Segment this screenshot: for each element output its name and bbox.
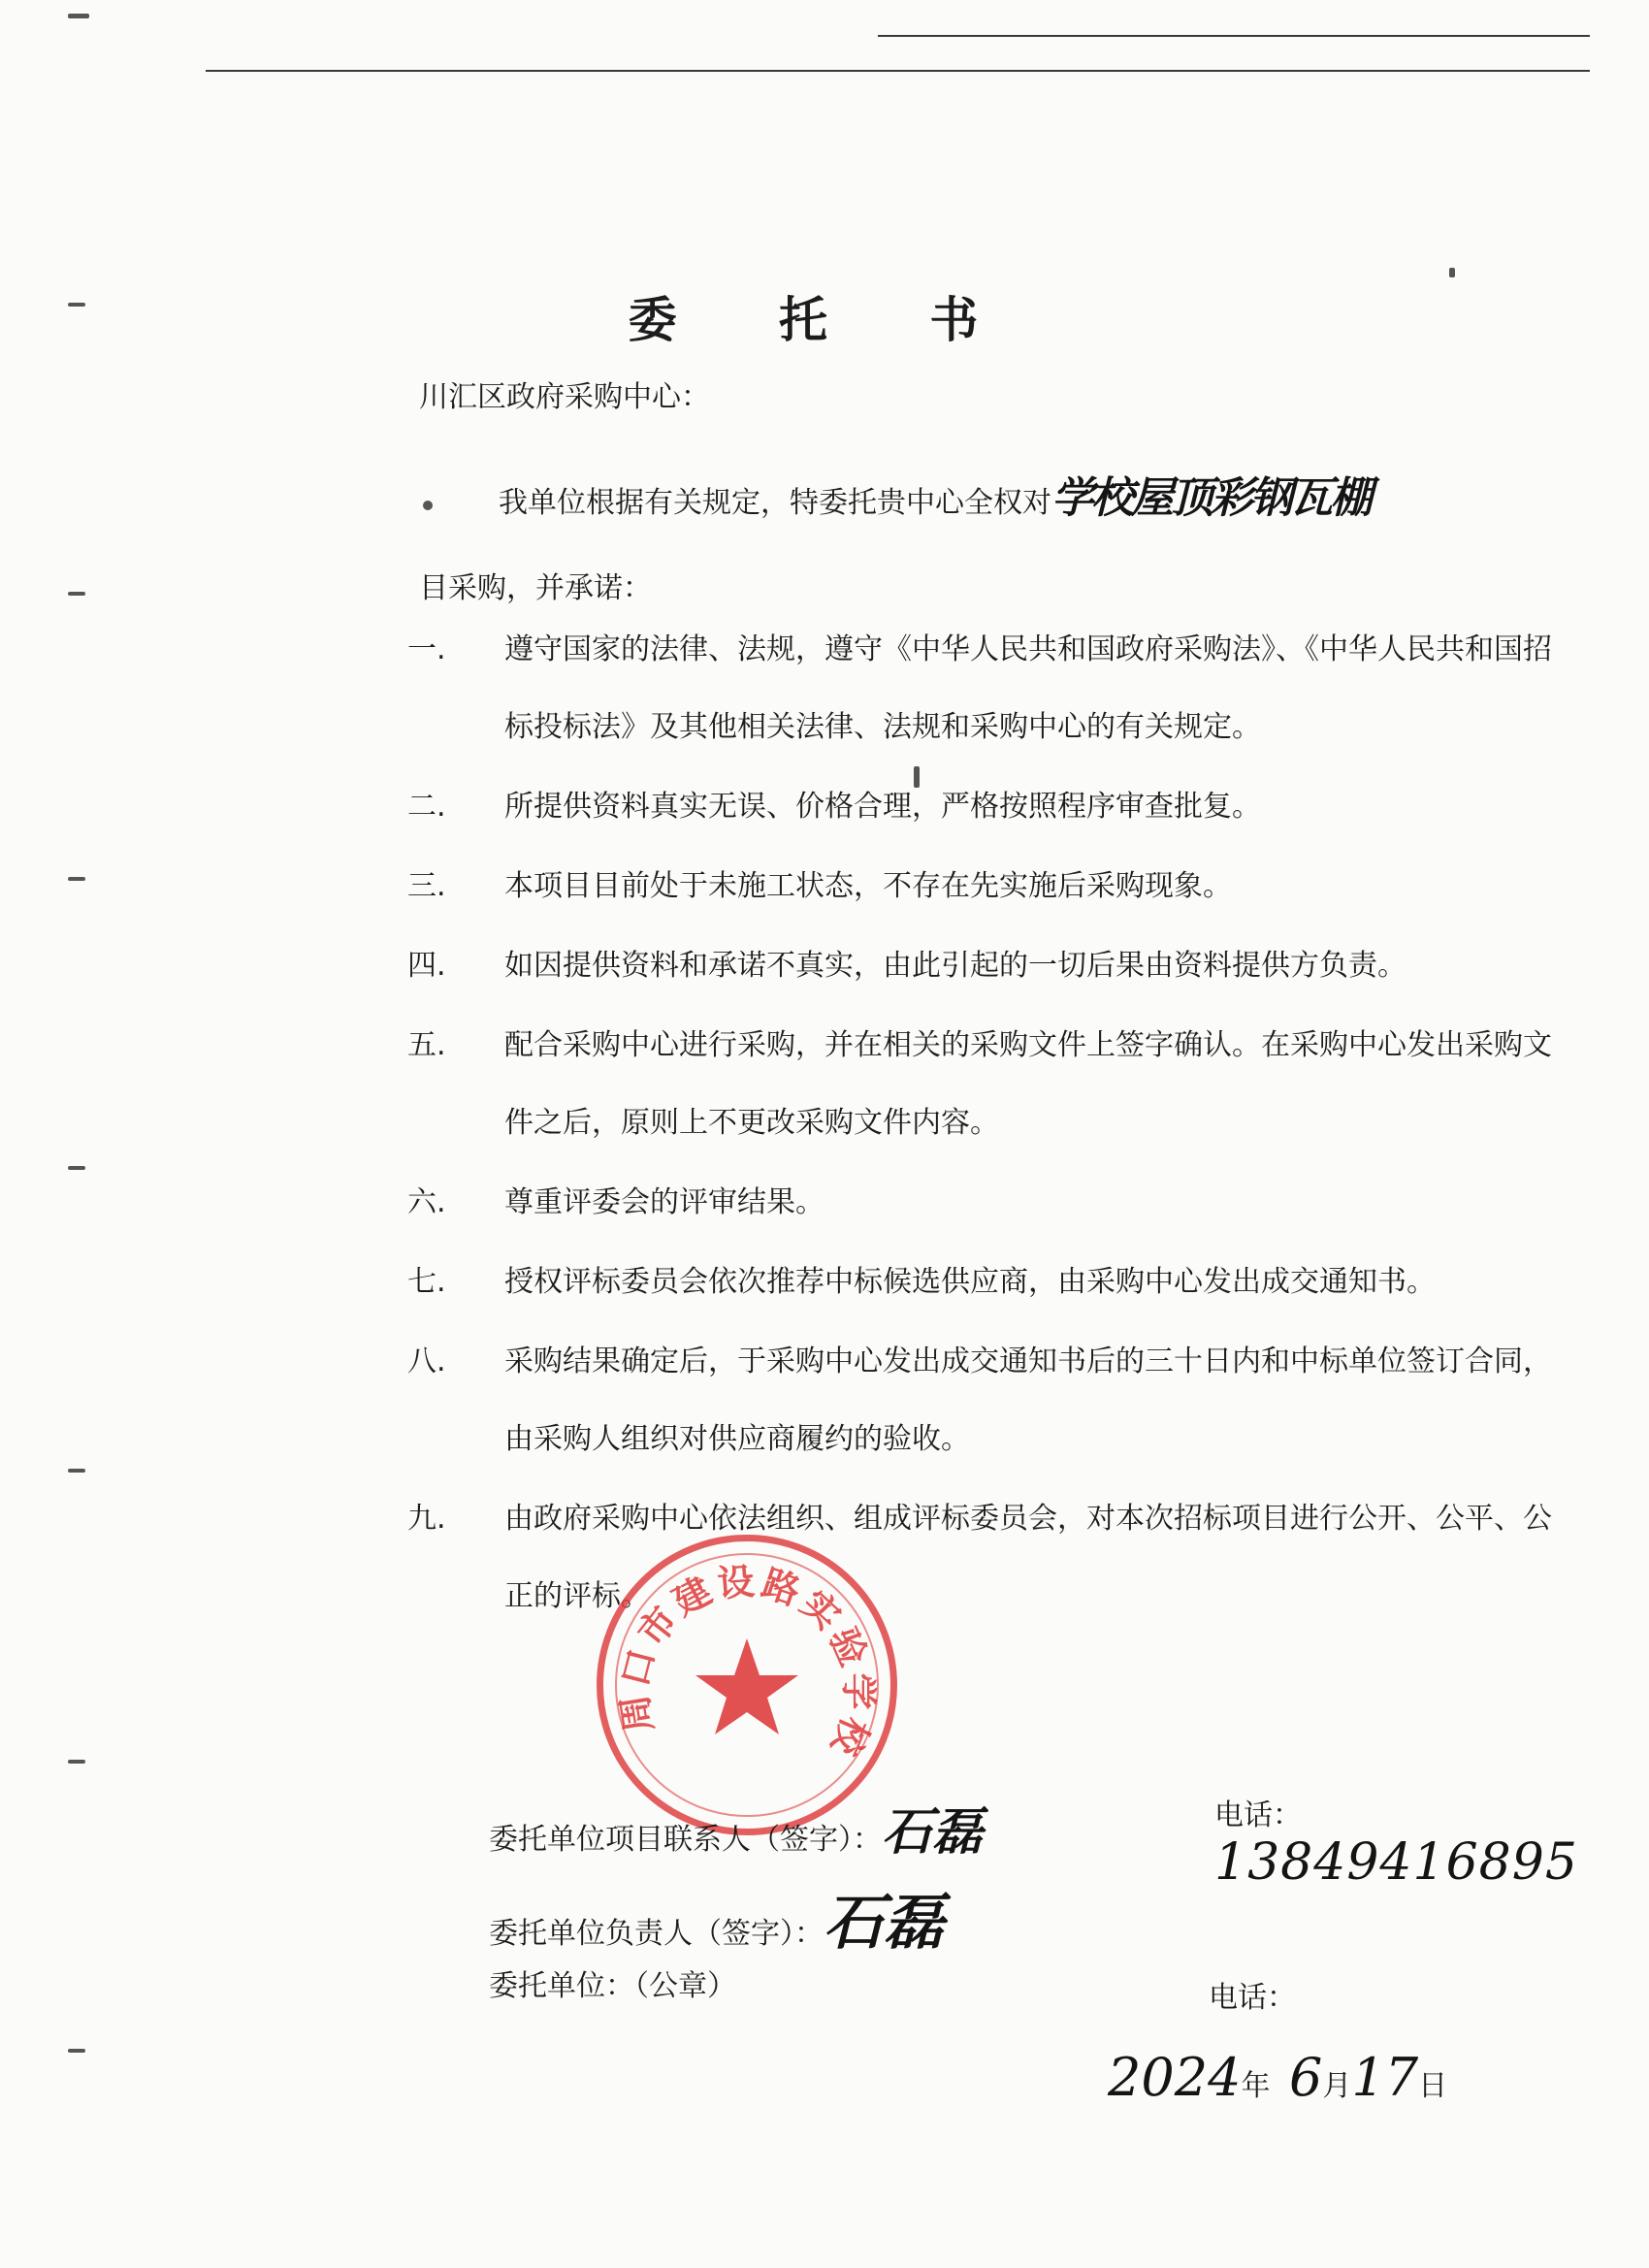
list-item: [407, 1323, 1552, 1478]
leader-signature-row: [489, 1874, 944, 1960]
contact-signature: 石磊: [882, 1802, 984, 1862]
list-item: [407, 1007, 1552, 1162]
date-year: 2024: [1108, 2047, 1242, 2108]
date-day: 17: [1351, 2047, 1419, 2108]
phone-label: 电话：: [1214, 1798, 1302, 1832]
scan-speck: [423, 501, 433, 510]
scan-speck: [68, 303, 85, 307]
item-text: 配合采购中心进行采购，并在相关的采购文件上签字确认。在采购中心发出采购文件之后，原则上不更改采购文件内容。: [504, 1028, 1552, 1140]
date-row: [1108, 2047, 1447, 2108]
date-day-suffix: 日: [1418, 2069, 1448, 2103]
leader-label: 委托单位负责人（签字）：: [489, 1917, 824, 1951]
leader-signature: 石磊: [824, 1887, 945, 1958]
scan-speck: [68, 592, 85, 596]
seal-text: 周口市建设路实验学校: [612, 1559, 881, 1766]
addressee: 川汇区政府采购中心：: [419, 380, 710, 414]
intro-line-2: 目采购，并承诺：: [419, 571, 652, 605]
seal-graphic: [603, 1541, 890, 1829]
phone2-row: [1209, 1973, 1296, 2016]
contact-label: 委托单位项目联系人（签字）：: [489, 1823, 882, 1857]
item-text: 遵守国家的法律、法规，遵守《中华人民共和国政府采购法》、《中华人民共和国招标投标法》及其他相关法律、法规和采购中心的有关规定。: [504, 632, 1552, 744]
list-item: [407, 1244, 1552, 1321]
item-number: 五.: [407, 1028, 446, 1062]
item-text: 尊重评委会的评审结果。: [504, 1185, 824, 1219]
item-number: 二.: [407, 790, 446, 824]
scan-speck: [1449, 268, 1455, 277]
scan-speck: [68, 1469, 85, 1473]
commitment-list: [407, 611, 1552, 1637]
list-item: [407, 768, 1552, 846]
list-item: [407, 1164, 1552, 1242]
item-number: 九.: [407, 1502, 446, 1536]
item-text: 如因提供资料和承诺不真实，由此引起的一切后果由资料提供方负责。: [504, 949, 1406, 983]
item-text: 所提供资料真实无误、价格合理，严格按照程序审查批复。: [504, 790, 1261, 824]
phone-row: [1214, 1791, 1649, 1892]
intro-text: 我单位根据有关规定，特委托贵中心全权对: [499, 486, 1051, 520]
date-month-suffix: 月: [1322, 2069, 1352, 2103]
scan-speck: [68, 1166, 85, 1170]
item-number: 七.: [407, 1265, 446, 1299]
date-month: 6: [1288, 2047, 1323, 2108]
list-item: [407, 611, 1552, 766]
item-number: 一.: [407, 632, 446, 666]
top-rule-long: [206, 70, 1590, 72]
unit-label: 委托单位：（公章）: [489, 1969, 736, 2003]
phone2-label: 电话：: [1209, 1981, 1296, 2015]
item-text: 授权评标委员会依次推荐中标候选供应商，由采购中心发出成交通知书。: [504, 1265, 1436, 1299]
project-name-handwritten: 学校屋顶彩钢瓦棚: [1051, 473, 1370, 523]
intro-paragraph: [419, 456, 1564, 632]
scan-speck: [914, 766, 920, 788]
contact-signature-row: [489, 1791, 983, 1863]
scan-speck: [68, 2049, 85, 2053]
star-icon: [695, 1638, 798, 1734]
item-number: 六.: [407, 1185, 446, 1219]
document-title: 委 托 书: [628, 292, 1021, 348]
list-item: [407, 848, 1552, 925]
list-item: [407, 1480, 1552, 1636]
item-number: 四.: [407, 949, 446, 983]
item-text: 本项目目前处于未施工状态，不存在先实施后采购现象。: [504, 869, 1232, 903]
item-number: 八.: [407, 1345, 446, 1378]
top-rule-short: [878, 35, 1590, 37]
intro-line-1: [419, 456, 1564, 546]
scan-speck: [68, 1760, 85, 1764]
item-text: 采购结果确定后，于采购中心发出成交通知书后的三十日内和中标单位签订合同，由采购人组织对供应商履约的验收。: [504, 1345, 1552, 1456]
item-number: 三.: [407, 869, 446, 903]
unit-seal-row: [489, 1961, 736, 2004]
list-item: [407, 927, 1552, 1005]
phone-handwritten: 13849416895: [1214, 1833, 1578, 1892]
scan-speck: [68, 14, 89, 18]
scan-speck: [68, 877, 85, 881]
date-year-suffix: 年: [1241, 2069, 1271, 2103]
item-text: 由政府采购中心依法组织、组成评标委员会，对本次招标项目进行公开、公平、公正的评标。: [504, 1502, 1552, 1613]
